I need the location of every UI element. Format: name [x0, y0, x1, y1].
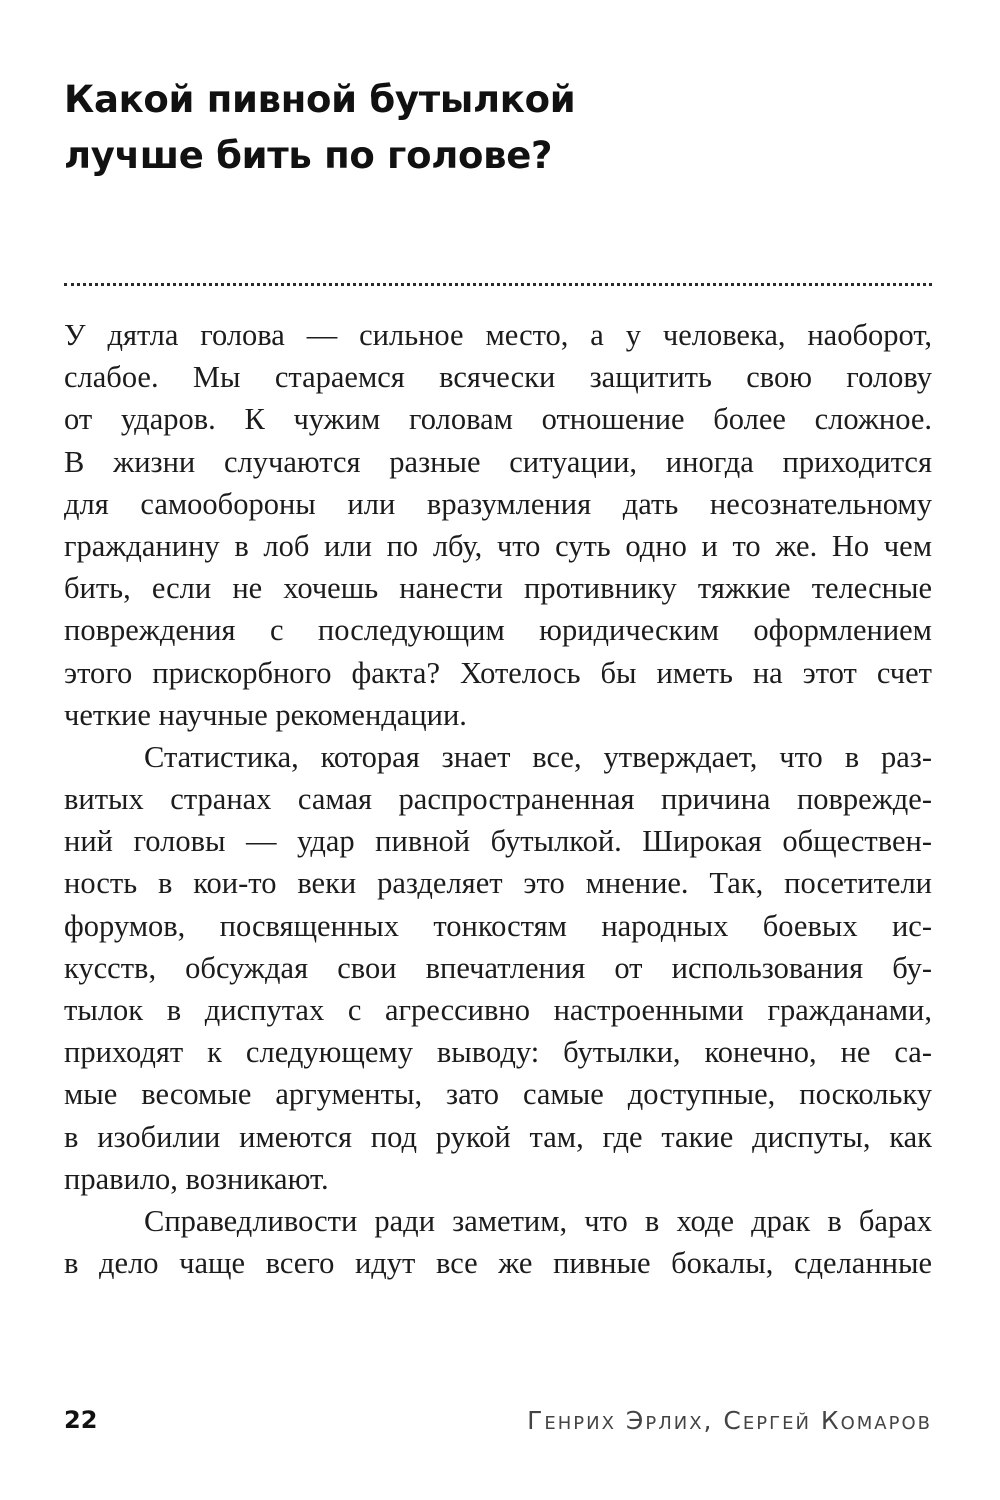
page-number: 22 [64, 1406, 98, 1434]
text-line: приходят к следующему выводу: бутылки, конечно, не са- [64, 1035, 932, 1070]
text-line: кусств, обсуждая свои впечатления от использования бу- [64, 950, 932, 985]
text-line: ний головы — удар пивной бутылкой. Широкая обществен- [64, 824, 932, 859]
chapter-title-line-1: Какой пивной бутылкой [64, 78, 576, 121]
text-line: У дятла голова — сильное место, а у человека, наоборот, [64, 318, 932, 352]
text-line: бить, если не хочешь нанести противнику тяжкие телесные [64, 571, 932, 606]
chapter-title [64, 72, 764, 184]
text-line: Статистика, которая знает все, утверждает, что в раз- [144, 739, 932, 774]
text-line: Справедливости ради заметим, что в ходе драк в барах [144, 1203, 932, 1238]
text-line: гражданину в лоб или по лбу, что суть одно и то же. Но чем [64, 528, 932, 563]
text-line: четкие научные рекомендации. [64, 697, 467, 732]
dotted-divider [64, 283, 932, 286]
text-line: витых странах самая распространенная причина поврежде- [64, 782, 932, 817]
text-line: тылок в диспутах с агрессивно настроенными гражданами, [64, 993, 932, 1027]
body-text [64, 314, 932, 1284]
text-line: форумов, посвященных тонкостям народных боевых ис- [64, 908, 932, 943]
text-line: для самообороны или вразумления дать несознательному [64, 486, 932, 521]
text-line: слабое. Мы стараемся всячески защитить свою голову [64, 360, 932, 395]
paragraph-3 [64, 1200, 932, 1284]
text-line: этого прискорбного факта? Хотелось бы иметь на этот счет [64, 655, 932, 690]
text-line: правило, возникают. [64, 1161, 329, 1196]
text-line: ность в кои-то веки разделяет это мнение. Так, посетители [64, 866, 932, 901]
paragraph-2 [64, 736, 932, 1200]
text-line: повреждения с последующим юридическим оформлением [64, 613, 932, 648]
text-line: мые весомые аргументы, зато самые доступные, поскольку [64, 1077, 932, 1112]
chapter-title-line-2: лучше бить по голове? [64, 134, 553, 177]
text-line: в изобилии имеются под рукой там, где такие диспуты, как [64, 1119, 932, 1154]
paragraph-1 [64, 314, 932, 736]
text-line: в дело чаще всего идут все же пивные бокалы, сделанные [64, 1246, 932, 1281]
text-line: от ударов. К чужим головам отношение более сложное. [64, 402, 932, 437]
running-footer-authors: Генрих Эрлих, Сергей Комаров [527, 1406, 932, 1435]
text-line: В жизни случаются разные ситуации, иногда приходится [64, 444, 932, 479]
